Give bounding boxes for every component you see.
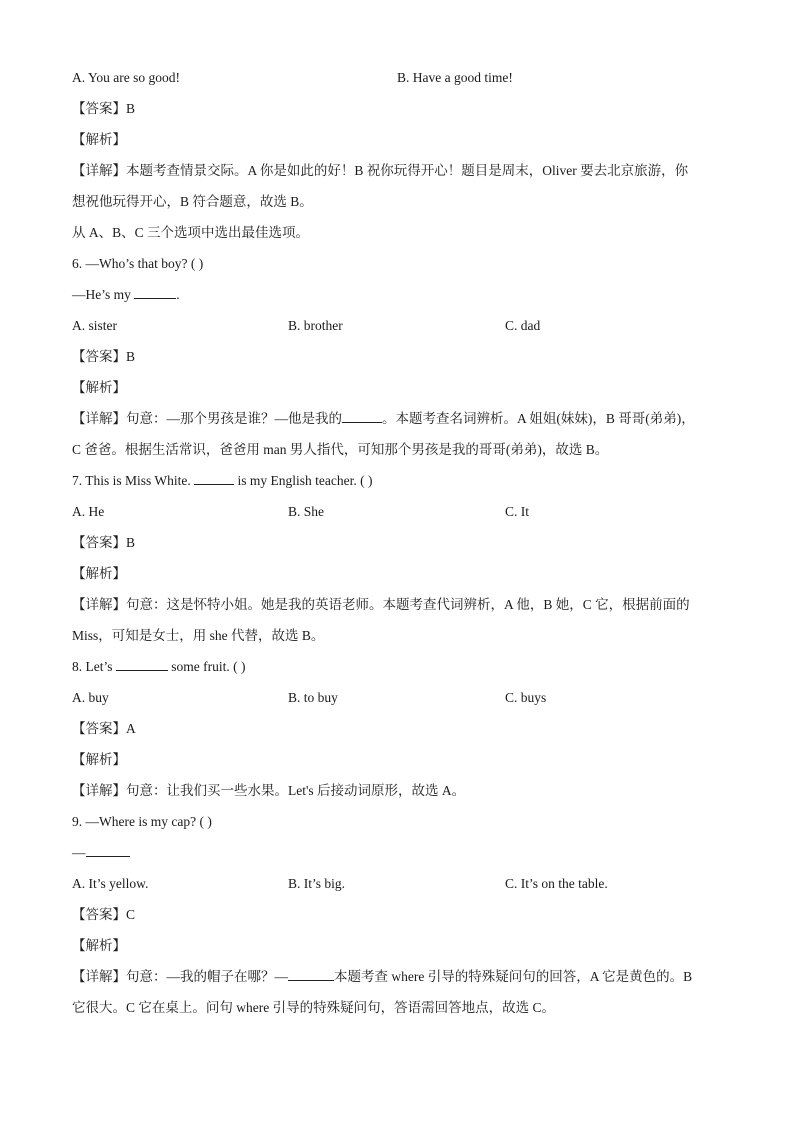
q6-detail-line-2: C 爸爸。根据生活常识，爸爸用 man 男人指代，可知那个男孩是我的哥哥(弟弟)，故选 B。 (72, 442, 609, 457)
q6-answer: 【答案】B (72, 349, 136, 364)
q8-blank (116, 659, 168, 671)
q7-detail-line-2: Miss，可知是女士，用 she 代替，故选 B。 (72, 628, 325, 643)
q6-options-row (72, 310, 722, 341)
q7-blank (194, 473, 234, 485)
q8-option-a: A. buy (72, 690, 109, 705)
q6-analysis-heading: 【解析】 (72, 380, 126, 395)
q8-question-b: some fruit. ( ) (171, 659, 246, 674)
q6-detail-1a: 【详解】句意：—那个男孩是谁？—他是我的 (72, 411, 342, 426)
q8-option-c: C. buys (505, 690, 547, 705)
q7-option-b: B. She (288, 504, 325, 519)
q5-detail-line-2: 想祝他玩得开心，B 符合题意，故选 B。 (72, 194, 313, 209)
q9-answer: 【答案】C (72, 907, 136, 922)
q8-analysis-heading: 【解析】 (72, 752, 126, 767)
q9-question: 9. —Where is my cap? ( ) (72, 814, 212, 829)
q6-detail-1b: 。本题考查名词辨析。A 姐姐(妹妹)，B 哥哥(弟弟)， (382, 411, 695, 426)
q9-detail-line-2: 它很大。C 它在桌上。问句 where 引导的特殊疑问句，答语需回答地点，故选 C。 (72, 1000, 555, 1015)
q5-options-row (72, 62, 722, 93)
q5-option-b: B. Have a good time! (397, 70, 513, 85)
q6-question: 6. —Who’s that boy? ( ) (72, 256, 204, 271)
q8-question (72, 651, 722, 682)
q5-analysis-heading: 【解析】 (72, 132, 126, 147)
document-page (72, 62, 722, 1023)
q9-option-b: B. It’s big. (288, 876, 346, 891)
q8-option-b: B. to buy (288, 690, 338, 705)
q6-option-c: C. dad (505, 318, 541, 333)
q7-option-c: C. It (505, 504, 530, 519)
q9-detail-1b: 本题考查 where 引导的特殊疑问句的回答，A 它是黄色的。B (334, 969, 693, 984)
q9-options-row (72, 868, 722, 899)
q6-blank (134, 287, 176, 299)
q9-option-a: A. It’s yellow. (72, 876, 149, 891)
q9-response-prefix: — (72, 845, 86, 860)
q9-detail-blank (288, 969, 334, 981)
q7-options-row (72, 496, 722, 527)
q5-detail-line-1: 【详解】本题考查情景交际。A 你是如此的好！B 祝你玩得开心！题目是周末，Oliver 要去北京旅游，你 (72, 163, 689, 178)
q6-detail-line-1 (72, 403, 722, 434)
q5-answer: 【答案】B (72, 101, 136, 116)
q6-option-a: A. sister (72, 318, 117, 333)
q8-detail-line-1: 【详解】句意：让我们买一些水果。Let's 后接动词原形，故选 A。 (72, 783, 466, 798)
q8-question-a: 8. Let’s (72, 659, 113, 674)
q9-response (72, 837, 722, 868)
q7-analysis-heading: 【解析】 (72, 566, 126, 581)
q6-response-prefix: —He’s my (72, 287, 131, 302)
q6-detail-blank (342, 411, 382, 423)
q6-response-suffix: . (176, 287, 180, 302)
q6-response (72, 279, 722, 310)
section-instruction: 从 A、B、C 三个选项中选出最佳选项。 (72, 225, 310, 240)
q9-option-c: C. It’s on the table. (505, 876, 608, 891)
q7-detail-line-1: 【详解】句意：这是怀特小姐。她是我的英语老师。本题考查代词辨析，A 他，B 她，C 它，根据前面的 (72, 597, 690, 612)
q9-blank (86, 845, 130, 857)
q7-question-b: is my English teacher. ( ) (237, 473, 373, 488)
q8-options-row (72, 682, 722, 713)
q8-answer: 【答案】A (72, 721, 136, 736)
q7-question (72, 465, 722, 496)
q6-option-b: B. brother (288, 318, 343, 333)
q7-question-a: 7. This is Miss White. (72, 473, 191, 488)
q7-answer: 【答案】B (72, 535, 136, 550)
q9-detail-1a: 【详解】句意：—我的帽子在哪？— (72, 969, 288, 984)
q5-option-a: A. You are so good! (72, 70, 180, 85)
q7-option-a: A. He (72, 504, 105, 519)
q9-detail-line-1 (72, 961, 722, 992)
q9-analysis-heading: 【解析】 (72, 938, 126, 953)
